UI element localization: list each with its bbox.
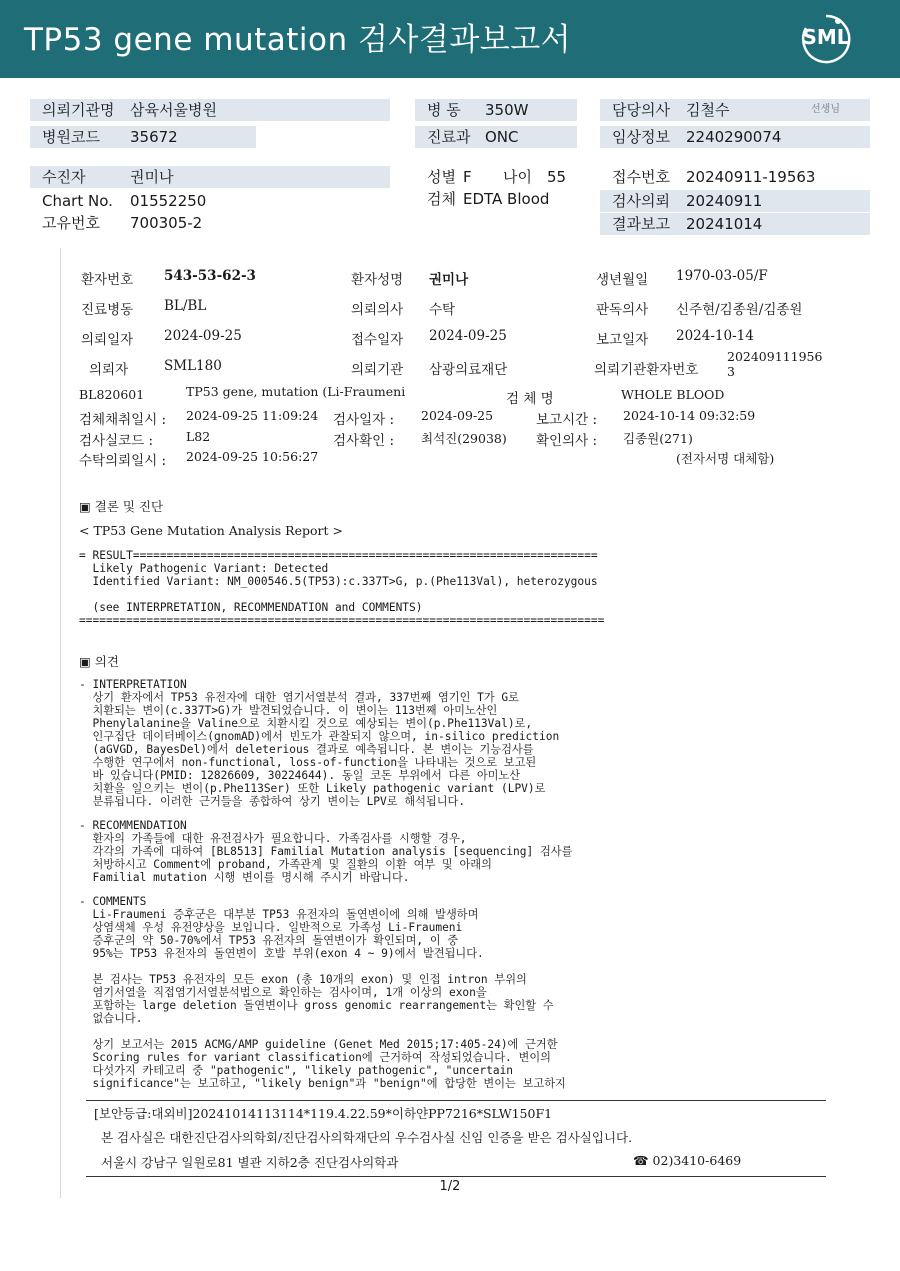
doctor-suffix: 선생님 [811,104,840,115]
report-date-field [600,213,870,235]
t1-label: 검체채취일시 : [79,412,167,428]
clinical-label: 임상정보 [612,128,670,146]
doctor-label: 담당의사 [612,101,670,119]
r4-value3b: 3 [727,364,735,379]
report-title: TP53 gene mutation 검사결과보고서 [24,22,572,58]
r1-label3: 생년월일 [596,272,649,288]
chart-field [30,190,390,212]
clinical-field [600,126,870,148]
r2-label2: 의뢰의사 [351,302,404,318]
result-block: = RESULT===================================================================== Likely Pathogenic Variant: Detected Identified Variant: NM_000546.5(TP53):c.337T>G, p.(Phe113Val), heterozygous (see INTERPRETATION, RECOMMENDATION and COMMENTS) ============================================================================== [79,549,605,627]
t2-label: 검사실코드 : [79,433,154,449]
chart-label: Chart No. [42,192,113,210]
test-code: BL820601 [79,387,145,402]
r3-label2: 접수일자 [351,332,404,348]
chart-value: 01552250 [130,192,207,210]
r4-value2: 삼광의료재단 [429,362,508,378]
r2-value3: 신주현/김종원/김종원 [676,302,803,318]
request-label: 검사의뢰 [612,192,670,210]
receipt-value: 20240911-19563 [686,168,816,186]
report-date-value: 20241014 [686,215,763,233]
page-number: 1/2 [439,1179,461,1194]
r4-value3a: 202409111956 [727,349,823,364]
t2-value2: 최석진(29038) [421,431,507,446]
r3-value2: 2024-09-25 [429,328,507,344]
interpretation-block: - INTERPRETATION 상기 환자에서 TP53 유전자에 대한 염기서열분석 결과, 337번째 염기인 T가 G로 치환되는 변이(c.337T>G)가 발견되었습니다. 이 변이는 113번째 아미노산인 Phenylalanine을 Valine으로 치환시킬 것으로 예상되는 변이(p.Phe113Val)로, 인구집단 데이터베이스(gnomAD)에서 빈도가 관찰되지 않으며, in-silico prediction (aGVGD, BayesDel)에서 deleterious 결과로 예측됩니다. 본 변이는 기능검사를 수행한 연구에서 non-functional, loss-of-function을 나타내는 것으로 보고된 바 있습니다(PMID: 12826609, 30224644). 동일 코돈 부위에서 다른 아미노산 치환을 일으키는 변이(p.Phe113Ser) 또한 Likely pathogenic variant (LPV)로 분류됩니다. 이러한 근거들을 종합하여 상기 변이는 LPV로 해석됩니다. [79,678,560,808]
test-name: TP53 gene, mutation (Li-Fraumeni [186,384,406,399]
footer-divider-bottom [86,1176,826,1177]
t3-value: 2024-09-25 10:56:27 [186,449,319,464]
specimen-field [415,188,585,210]
t2-value: L82 [186,429,211,444]
logo-text: SML [802,25,850,49]
specimen-label: 검체 [427,190,456,208]
code-label: 병원코드 [42,128,100,146]
r2-value2: 수탁 [429,302,456,318]
specimen-name-label: 검 체 명 [506,391,554,407]
sml-logo [800,13,852,65]
uid-value: 700305-2 [130,214,203,232]
dept-value: ONC [485,128,519,146]
request-value: 20240911 [686,192,763,210]
patient-value: 권미나 [130,168,174,186]
dept-label: 진료과 [427,128,471,146]
report-header [0,0,900,78]
doctor-value: 김철수 [686,101,730,119]
t1-label2: 검사일자 : [333,412,395,428]
t1-value2: 2024-09-25 [421,408,494,423]
t1-label3: 보고시간 : [536,412,598,428]
r4-label3: 의뢰기관환자번호 [594,362,699,378]
specimen-value: EDTA Blood [463,190,550,208]
age-label: 나이 [503,168,532,186]
t1-value: 2024-09-25 11:09:24 [186,408,319,423]
r3-label3: 보고일자 [596,332,649,348]
r3-value3: 2024-10-14 [676,328,754,344]
security-line: [보안등급:대외비]20241014113114*119.4.22.59*이하얀PP7216*SLW150F1 [94,1106,553,1121]
scanned-report [60,248,841,1198]
conclusion-title: ▣ 결론 및 진단 [79,499,164,514]
hospital-value: 삼육서울병원 [130,101,217,119]
footer-divider-top [86,1100,826,1101]
receipt-label: 접수번호 [612,168,670,186]
report-name: < TP53 Gene Mutation Analysis Report > [79,523,343,538]
r4-value1: SML180 [164,358,222,374]
clinical-value: 2240290074 [686,128,782,146]
r4-label1: 의뢰자 [89,362,129,378]
sex-value: F [463,168,472,186]
report-date-label: 결과보고 [612,215,670,233]
patient-label: 수진자 [42,168,86,186]
code-field [30,126,256,148]
signature-note: (전자서명 대체함) [676,451,775,466]
t2-label3: 확인의사 : [536,433,598,449]
t2-label2: 검사확인 : [333,433,395,449]
t2-value3: 김종원(271) [623,431,693,446]
recommendation-block: - RECOMMENDATION 환자의 가족들에 대한 유전검사가 필요합니다. 가족검사를 시행할 경우, 각각의 가족에 대하여 [BL8513] Familial Mutation analysis [sequencing] 검사를 처방하시고 Comment에 proband, 가족관계 및 질환의 이환 여부 및 아래의 Familial mutation 시행 변이를 명시해 주시기 바랍니다. [79,819,573,884]
t3-label: 수탁의뢰일시 : [79,453,167,469]
r1-label2: 환자성명 [351,272,404,288]
address-line: 서울시 강남구 일원로81 별관 지하2층 진단검사의학과 [101,1155,399,1170]
code-value: 35672 [130,128,178,146]
r1-label1: 환자번호 [81,272,134,288]
ward-label: 병 동 [427,101,461,119]
receipt-field [600,166,870,188]
age-value: 55 [547,168,567,186]
r1-value1: 543-53-62-3 [164,268,256,284]
r1-value3: 1970-03-05/F [676,268,768,284]
hospital-field [30,99,390,121]
phone-line: ☎ 02)3410-6469 [633,1153,742,1168]
uid-field [30,212,390,234]
ward-value: 350W [485,101,529,119]
r1-value2: 권미나 [429,272,469,288]
r2-label3: 판독의사 [596,302,649,318]
sex-age-field [415,166,585,188]
hospital-label: 의뢰기관명 [42,101,115,119]
r4-label2: 의뢰기관 [351,362,404,378]
specimen-name-value: WHOLE BLOOD [621,387,725,402]
r2-label1: 진료병동 [81,302,134,318]
opinion-title: ▣ 의견 [79,654,119,669]
dept-field [415,126,577,148]
request-field [600,190,870,212]
r3-label1: 의뢰일자 [81,332,134,348]
comments-block: - COMMENTS Li-Fraumeni 증후군은 대부분 TP53 유전자의 돌연변이에 의해 발생하며 상염색체 우성 유전양상을 보입니다. 일반적으로 가족성 Li-Fraumeni 증후군의 약 50-70%에서 TP53 유전자의 돌연변이가 확인되며, 이 중 95%는 TP53 유전자의 돌연변이 호발 부위(exon 4 ~ 9)에서 발견됩니다. 본 검사는 TP53 유전자의 모든 exon (총 10개의 exon) 및 인접 intron 부위의 염기서열을 직접염기서열분석법으로 확인하는 검사이며, 1개 이상의 exon을 포함하는 large deletion 돌연변이나 gross genomic rearrangement는 확인할 수 없습니다. 상기 보고서는 2015 ACMG/AMP guideline (Genet Med 2015;17:405-24)에 근거한 Scoring rules for variant classification에 근거하여 작성되었습니다. 변이의 다섯가지 카테고리 중 "pathogenic", "likely pathogenic", "uncertain significance"는 보고하고, "likely benign"과 "benign"에 합당한 변이는 보고하지 [79,895,566,1090]
certification-line: 본 검사실은 대한진단검사의학회/진단검사의학재단의 우수검사실 신임 인증을 받은 검사실입니다. [101,1130,633,1145]
r2-value1: BL/BL [164,298,207,314]
sex-label: 성별 [427,168,456,186]
patient-field [30,166,390,188]
ward-field [415,99,577,121]
doctor-field [600,99,870,121]
t1-value3: 2024-10-14 09:32:59 [623,408,756,423]
r3-value1: 2024-09-25 [164,328,242,344]
uid-label: 고유번호 [42,214,100,232]
